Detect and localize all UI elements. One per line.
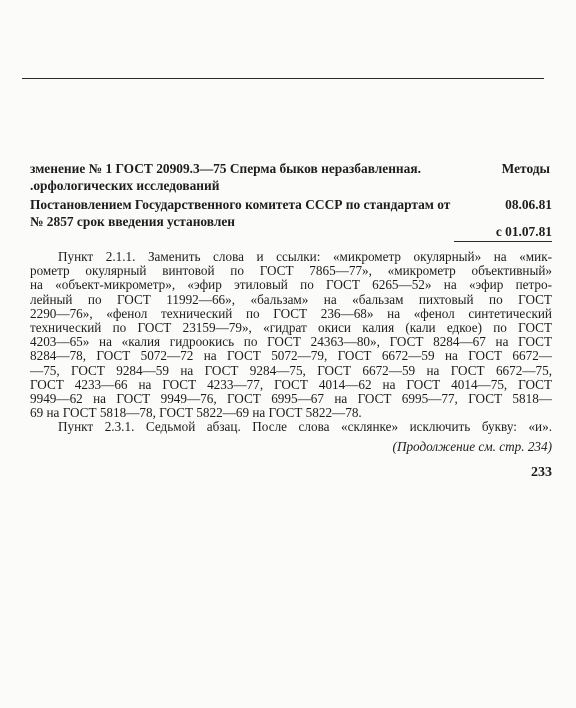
header-title: зменение № 1 ГОСТ 20909.3—75 Сперма быков неразбавленная. bbox=[30, 161, 421, 176]
paragraph-line: лейный по ГОСТ 11992—66», «бальзам» на «бальзам пихтовый по ГОСТ bbox=[30, 291, 552, 307]
decree-line-1 bbox=[30, 196, 552, 213]
header-methods: Методы bbox=[501, 161, 550, 176]
paragraph-line: рометр окулярный винтовой по ГОСТ 7865—77», «микрометр объективный» bbox=[30, 263, 552, 279]
page-number: 233 bbox=[531, 465, 552, 480]
paragraph-line: 8284—78, ГОСТ 5072—72 на ГОСТ 5072—79, ГОСТ 6672—59 на ГОСТ 6672— bbox=[30, 348, 552, 364]
effective-date: с 01.07.81 bbox=[454, 224, 552, 242]
decree-line-2: № 2857 срок введения установлен bbox=[30, 214, 236, 229]
amendment-body bbox=[30, 250, 552, 435]
decree-text: Постановлением Государственного комитета СССР по стандартам от bbox=[30, 197, 451, 212]
header-line-1 bbox=[30, 160, 550, 177]
paragraph-line: 4203—65» на «калия гидроокись по ГОСТ 24363—80», ГОСТ 8284—67 на ГОСТ bbox=[30, 334, 552, 350]
top-rule bbox=[22, 78, 544, 79]
continuation-note: (Продолжение см. стр. 234) bbox=[392, 439, 552, 454]
paragraph-line: 69 на ГОСТ 5818—78, ГОСТ 5822—69 на ГОСТ 5822—78. bbox=[30, 405, 362, 421]
header-line-2: .орфологических исследований bbox=[30, 178, 220, 193]
paragraph-line: —75, ГОСТ 9284—59 на ГОСТ 9284—75, ГОСТ 6672—59 на ГОСТ 6672—75, bbox=[30, 362, 552, 378]
paragraph-line: на «объект-микрометр», «эфир этиловый по ГОСТ 6265—52» на «эфир петро- bbox=[30, 277, 552, 293]
paragraph-2: Пункт 2.3.1. Седьмой абзац. После слова «склянке» исключить букву: «и». bbox=[58, 419, 552, 435]
paragraph-line: 9949—62 на ГОСТ 9949—76, ГОСТ 6995—67 на ГОСТ 6995—77, ГОСТ 5818— bbox=[30, 391, 552, 407]
paragraph-line: технический по ГОСТ 23159—79», «гидрат окиси калия (кали едкое) по ГОСТ bbox=[30, 320, 552, 336]
amendment-header bbox=[30, 160, 550, 194]
paragraph-line: ГОСТ 4233—66 на ГОСТ 4233—77, ГОСТ 4014—62 на ГОСТ 4014—75, ГОСТ bbox=[30, 376, 552, 392]
decree-date: 08.06.81 bbox=[505, 197, 552, 212]
paragraph-line: Пункт 2.1.1. Заменить слова и ссылки: «микрометр окулярный» на «мик- bbox=[58, 249, 552, 264]
paragraph-line: 2290—76», «фенол технический по ГОСТ 236—68» на «фенол синтетический bbox=[30, 305, 552, 321]
